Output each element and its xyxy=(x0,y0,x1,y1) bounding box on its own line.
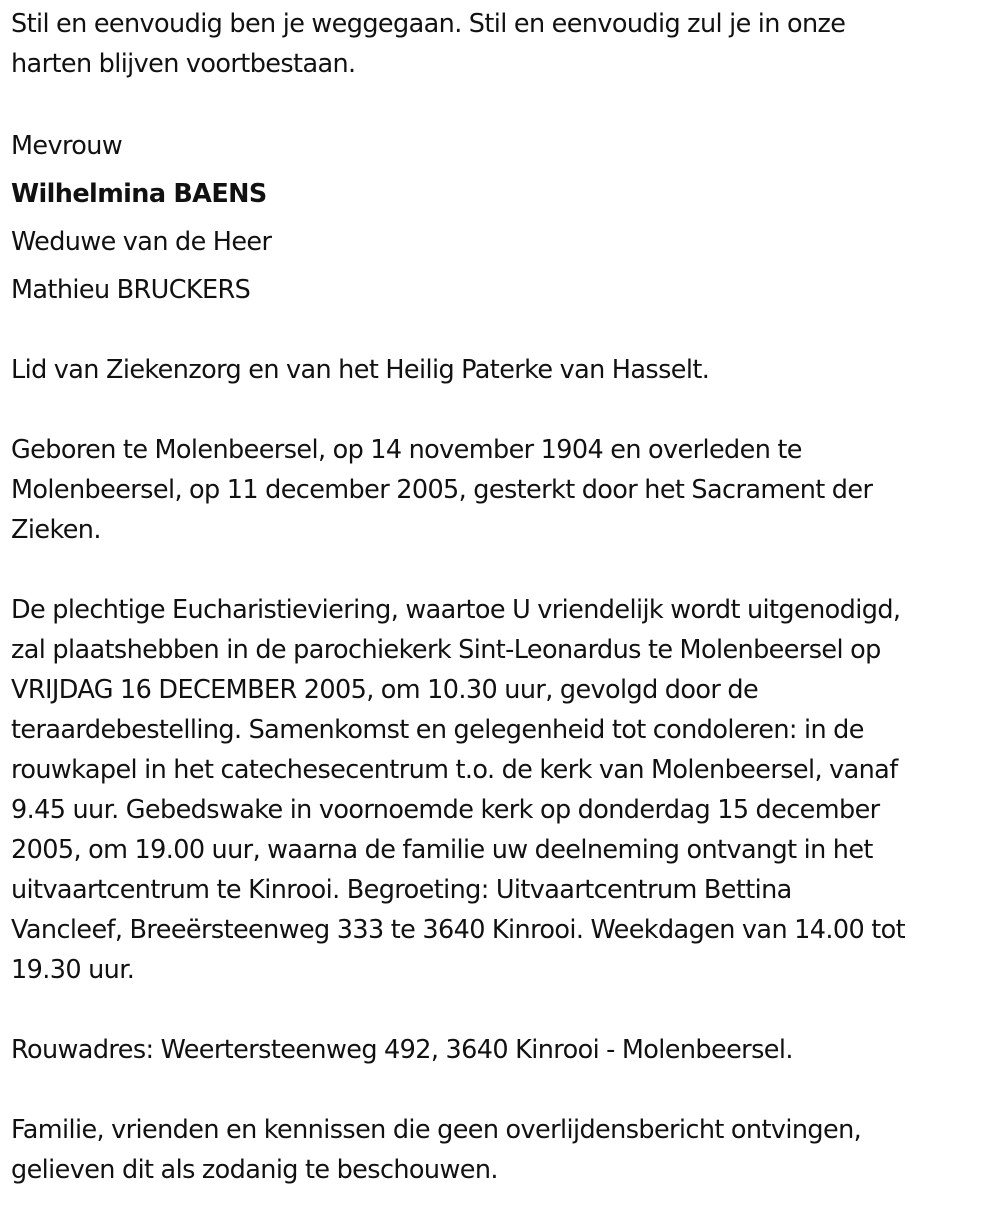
spacer xyxy=(11,390,996,430)
intro-line: Stil en eenvoudig ben je weggegaan. Stil en eenvoudig zul je in onze xyxy=(11,9,846,39)
spouse-name: Mathieu BRUCKERS xyxy=(11,275,251,305)
birth-death-paragraph xyxy=(11,430,996,550)
paragraph-line: Familie, vrienden en kennissen die geen overlijdensbericht ontvingen, xyxy=(11,1115,862,1145)
paragraph-line: VRIJDAG 16 DECEMBER 2005, om 10.30 uur, gevolgd door de xyxy=(11,675,759,705)
paragraph-line: 9.45 uur. Gebedswake in voornoemde kerk op donderdag 15 december xyxy=(11,795,880,825)
paragraph-line: Molenbeersel, op 11 december 2005, gesterkt door het Sacrament der xyxy=(11,475,873,505)
spacer xyxy=(11,314,996,350)
paragraph-line: uitvaartcentrum te Kinrooi. Begroeting: Uitvaartcentrum Bettina xyxy=(11,875,792,905)
paragraph-line: rouwkapel in het catechesecentrum t.o. de kerk van Molenbeersel, vanaf xyxy=(11,755,898,785)
obituary-document xyxy=(11,4,996,1190)
ceremony-paragraph xyxy=(11,590,996,990)
mourning-address: Rouwadres: Weertersteenweg 492, 3640 Kinrooi - Molenbeersel. xyxy=(11,1035,793,1065)
paragraph-line: 19.30 uur. xyxy=(11,955,135,985)
paragraph-line: teraardebestelling. Samenkomst en gelegenheid tot condoleren: in de xyxy=(11,715,864,745)
intro-line: harten blijven voortbestaan. xyxy=(11,49,356,79)
paragraph-line: gelieven dit als zodanig te beschouwen. xyxy=(11,1155,498,1185)
intro-quote xyxy=(11,4,996,84)
deceased-block xyxy=(11,122,996,314)
paragraph-line: De plechtige Eucharistieviering, waartoe U vriendelijk wordt uitgenodigd, xyxy=(11,595,901,625)
deceased-name: Wilhelmina BAENS xyxy=(11,179,267,209)
paragraph-line: Vancleef, Breeërsteenweg 333 te 3640 Kinrooi. Weekdagen van 14.00 tot xyxy=(11,915,906,945)
spacer xyxy=(11,990,996,1030)
relation-label: Weduwe van de Heer xyxy=(11,227,272,257)
deceased-title: Mevrouw xyxy=(11,131,123,161)
paragraph-line: 2005, om 19.00 uur, waarna de familie uw deelneming ontvangt in het xyxy=(11,835,873,865)
paragraph-line: Geboren te Molenbeersel, op 14 november 1904 en overleden te xyxy=(11,435,802,465)
paragraph-line: Zieken. xyxy=(11,515,101,545)
spacer xyxy=(11,84,996,122)
spacer xyxy=(11,1070,996,1110)
spacer xyxy=(11,550,996,590)
membership-text: Lid van Ziekenzorg en van het Heilig Paterke van Hasselt. xyxy=(11,355,710,385)
closing-paragraph xyxy=(11,1110,996,1190)
paragraph-line: zal plaatshebben in de parochiekerk Sint-Leonardus te Molenbeersel op xyxy=(11,635,881,665)
